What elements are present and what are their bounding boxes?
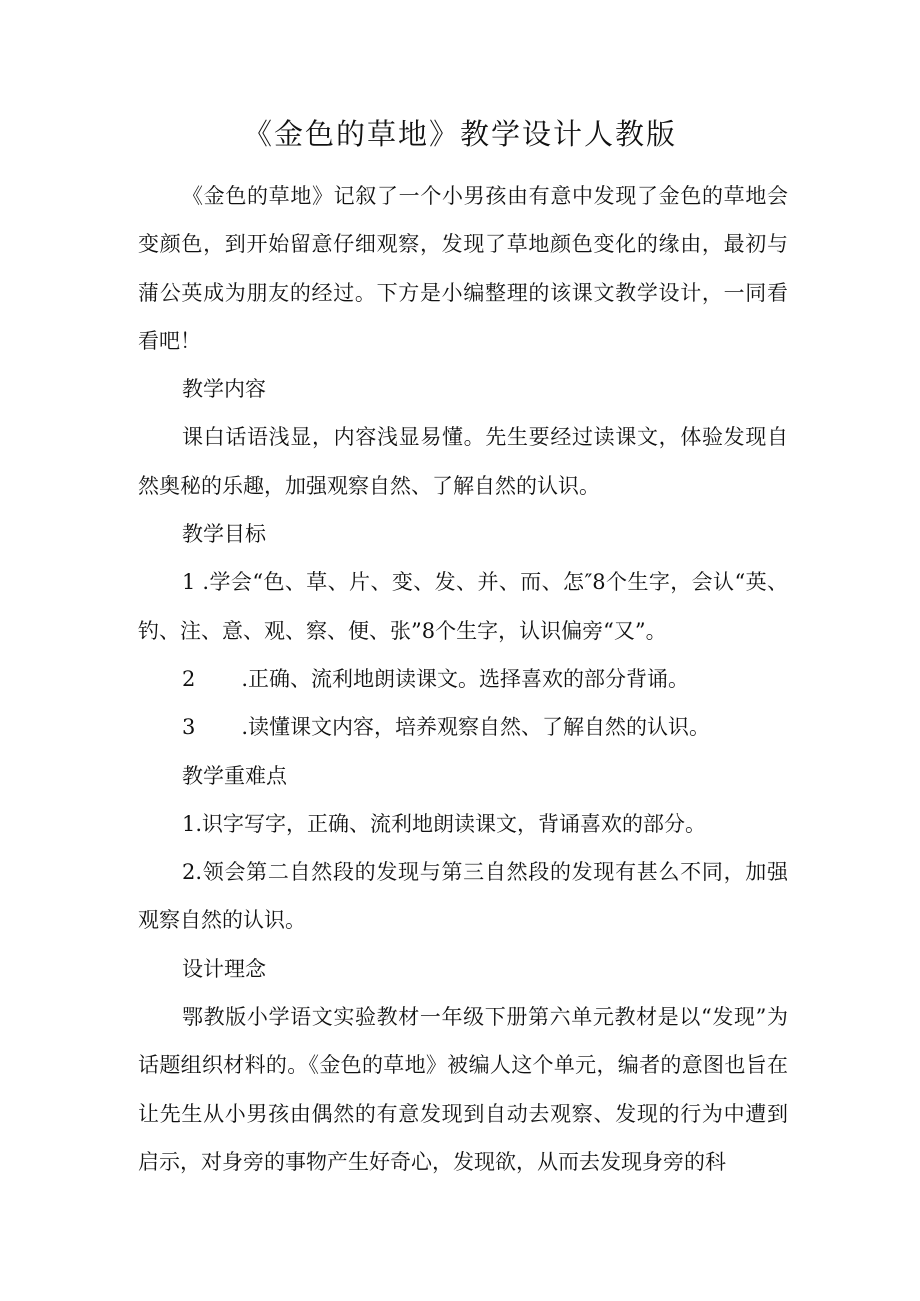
document-title: 《金色的草地》教学设计人教版	[242, 117, 677, 151]
design-concept-paragraph: 鄂教版小学语文实验教材一年级下册第六单元教材是以“发现”为话题组织材料的。《金色的草地》被编人这个单元，编者的意图也旨在让先生从小男孩由偶然的有意发现到自动去观察、发现的行为中遭到启示，对身旁的事物产生好奇心，发现欲，从而去发现身旁的科	[138, 1005, 788, 1174]
document-body	[138, 172, 788, 1186]
section-heading-teaching-goals: 教学目标	[182, 522, 266, 547]
section-heading-teaching-content: 教学内容	[182, 377, 266, 402]
section-heading-design-concept: 设计理念	[182, 956, 266, 981]
goal-item-3-number: 3	[182, 715, 196, 740]
goal-item-2	[138, 655, 788, 703]
goal-item-2-text: .正确、流利地朗读课文。选择喜欢的部分背诵。	[241, 666, 690, 691]
key-point-1: 1.识字写字，正确、流利地朗读课文，背诵喜欢的部分。	[182, 811, 707, 836]
goal-item-3	[138, 703, 788, 751]
intro-paragraph: 《金色的草地》记叙了一个小男孩由有意中发现了金色的草地会变颜色，到开始留意仔细观察，发现了草地颜色变化的缘由，最初与蒲公英成为朋友的经过。下方是小编整理的该课文教学设计，一同看看吧！	[138, 184, 788, 353]
teaching-content-paragraph: 课白话语浅显，内容浅显易懂。先生要经过读课文，体验发现自然奥秘的乐趣，加强观察自然、了解自然的认识。	[138, 425, 788, 498]
section-heading-key-points: 教学重难点	[182, 763, 287, 788]
goal-item-3-text: .读懂课文内容，培养观察自然、了解自然的认识。	[241, 715, 711, 740]
goal-item-1: 1 .学会“色、草、片、变、发、并、而、怎″8个生字，会认“英、钓、注、意、观、察、便、张”8个生字，认识偏旁“又”。	[138, 570, 788, 643]
key-point-2: 2.领会第二自然段的发现与第三自然段的发现有甚么不同，加强观察自然的认识。	[138, 860, 788, 933]
goal-item-2-number: 2	[182, 666, 196, 691]
